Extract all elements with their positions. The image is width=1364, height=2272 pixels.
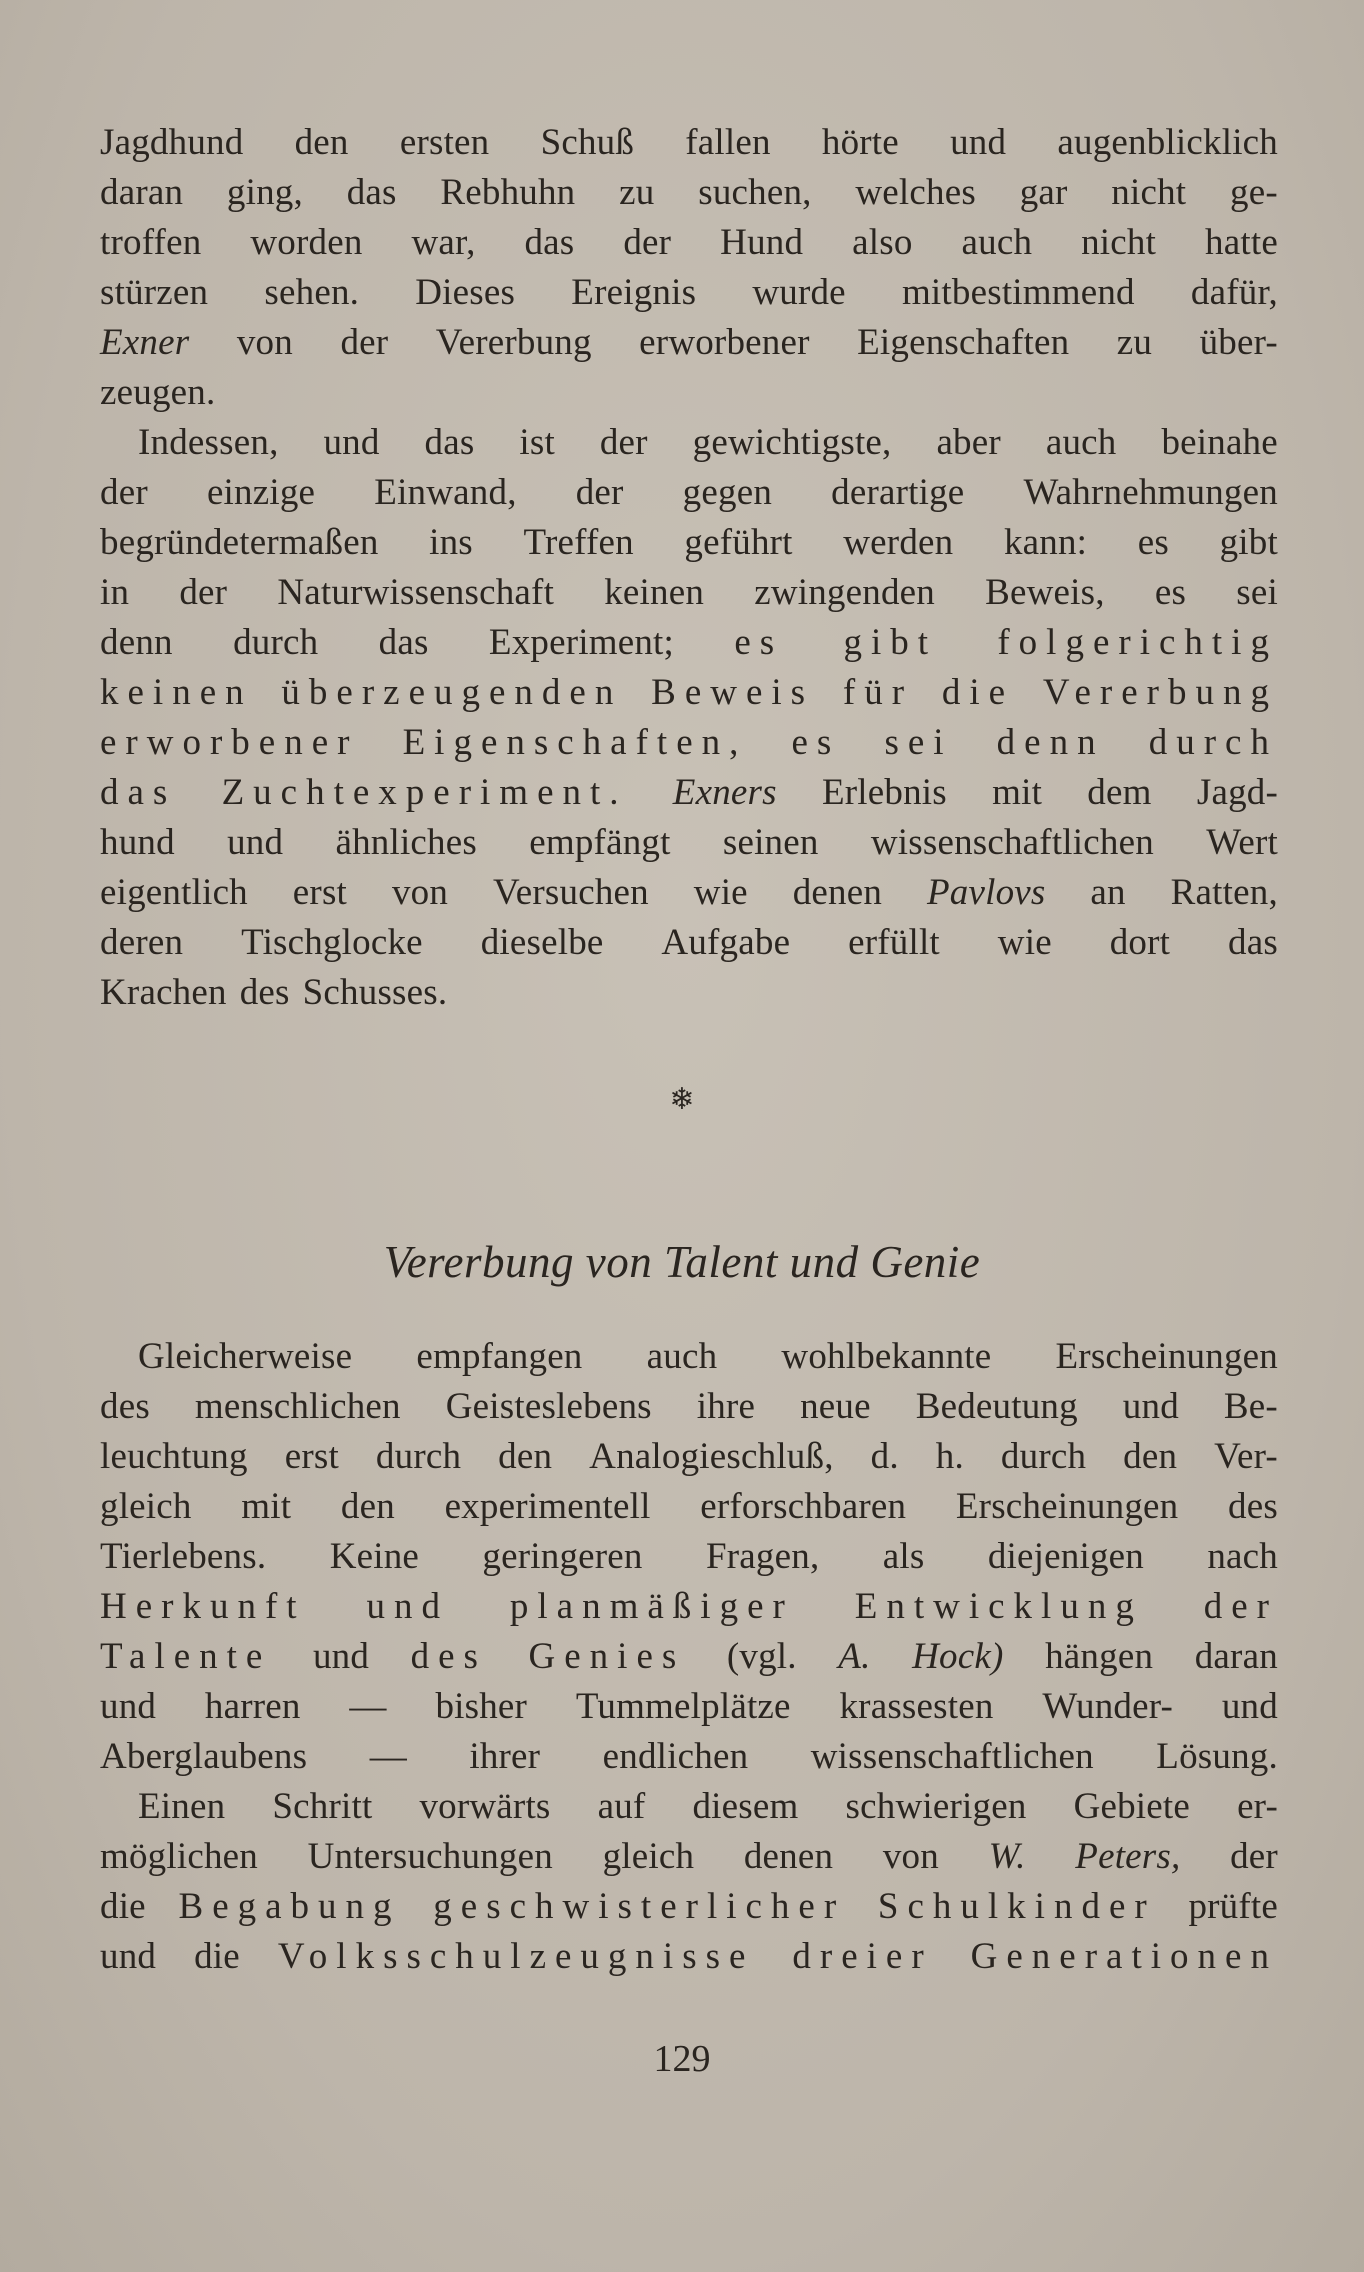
- text-segment: der: [623, 222, 672, 263]
- text-segment: überzeugenden: [281, 672, 623, 713]
- text-line: [100, 1682, 1278, 1732]
- text-line: [100, 568, 1278, 618]
- text-segment: auch: [646, 1336, 718, 1377]
- text-segment: diejenigen: [987, 1536, 1144, 1577]
- text-segment: Vererbung: [1042, 672, 1278, 713]
- text-segment: Krachen: [100, 972, 227, 1013]
- text-line: [100, 768, 1278, 818]
- text-segment: Exners: [672, 772, 777, 813]
- text-segment: h.: [935, 1436, 964, 1477]
- text-segment: den: [1123, 1436, 1178, 1477]
- text-segment: zwingenden: [754, 572, 935, 613]
- text-segment: derartige: [831, 472, 965, 513]
- text-segment: Erscheinungen: [1055, 1336, 1278, 1377]
- upper-text-block: [100, 118, 1278, 1018]
- text-segment: Analogieschluß,: [589, 1436, 834, 1477]
- text-segment: Be-: [1223, 1386, 1278, 1427]
- text-segment: fallen: [685, 122, 771, 163]
- text-line: [100, 1882, 1278, 1932]
- text-segment: erst: [284, 1436, 339, 1477]
- text-segment: prüfte: [1188, 1886, 1278, 1927]
- text-segment: vorwärts: [419, 1786, 551, 1827]
- text-segment: wissenschaftlichen: [810, 1736, 1094, 1777]
- text-segment: denn: [996, 722, 1105, 763]
- text-segment: über-: [1199, 322, 1278, 363]
- text-segment: harren: [204, 1686, 301, 1727]
- text-segment: schwierigen: [845, 1786, 1027, 1827]
- text-segment: der: [575, 472, 624, 513]
- text-line: [100, 1332, 1278, 1382]
- text-segment: für: [842, 672, 914, 713]
- text-segment: Pavlovs: [926, 872, 1046, 913]
- text-segment: das: [100, 772, 177, 813]
- text-line: [100, 618, 1278, 668]
- text-line: [100, 1432, 1278, 1482]
- text-segment: denn: [100, 622, 173, 663]
- text-segment: das: [378, 622, 429, 663]
- text-segment: daran: [100, 172, 184, 213]
- text-segment: den: [340, 1486, 395, 1527]
- text-segment: endlichen: [602, 1736, 749, 1777]
- text-line: [100, 418, 1278, 468]
- text-segment: und: [1221, 1686, 1278, 1727]
- text-line: [100, 1732, 1278, 1782]
- text-segment: Indessen,: [138, 422, 279, 463]
- text-segment: W.: [988, 1836, 1026, 1877]
- text-segment: der: [599, 422, 648, 463]
- text-segment: Genies: [528, 1636, 686, 1677]
- text-segment: diesem: [692, 1786, 799, 1827]
- text-segment: Aufgabe: [661, 922, 791, 963]
- text-segment: erworbener: [639, 322, 810, 363]
- text-segment: der: [1203, 1586, 1278, 1627]
- text-segment: keinen: [604, 572, 705, 613]
- text-segment: Geisteslebens: [445, 1386, 652, 1427]
- text-segment: gewichtigste,: [692, 422, 892, 463]
- text-segment: empfängt: [529, 822, 671, 863]
- text-segment: dafür,: [1190, 272, 1278, 313]
- text-line: [100, 918, 1278, 968]
- text-line: [100, 118, 1278, 168]
- text-line: [100, 368, 1278, 418]
- text-segment: Beweis,: [985, 572, 1105, 613]
- text-segment: das: [346, 172, 397, 213]
- text-segment: wohlbekannte: [781, 1336, 992, 1377]
- text-segment: Exner: [100, 322, 190, 363]
- text-segment: auf: [597, 1786, 646, 1827]
- text-segment: auch: [1045, 422, 1117, 463]
- text-segment: Talente: [100, 1636, 272, 1677]
- text-segment: die: [100, 1886, 146, 1927]
- text-segment: und: [100, 1686, 157, 1727]
- text-segment: war,: [411, 222, 476, 263]
- text-segment: Keine: [329, 1536, 420, 1577]
- text-segment: Tischglocke: [241, 922, 423, 963]
- text-segment: Tierlebens.: [100, 1536, 267, 1577]
- text-segment: der: [179, 572, 228, 613]
- text-segment: Versuchen: [492, 872, 649, 913]
- text-segment: ihrer: [469, 1736, 541, 1777]
- text-segment: geführt: [684, 522, 793, 563]
- text-segment: den: [294, 122, 349, 163]
- text-segment: nicht: [1111, 172, 1187, 213]
- text-segment: wie: [997, 922, 1052, 963]
- text-line: [100, 468, 1278, 518]
- text-segment: Naturwissenschaft: [277, 572, 555, 613]
- text-line: [100, 1782, 1278, 1832]
- text-segment: mit: [992, 772, 1043, 813]
- text-segment: Schuß: [540, 122, 635, 163]
- text-segment: hund: [100, 822, 175, 863]
- text-segment: Hund: [720, 222, 804, 263]
- text-segment: Lösung.: [1156, 1736, 1278, 1777]
- text-segment: werden: [843, 522, 954, 563]
- text-segment: leuchtung: [100, 1436, 248, 1477]
- text-line: [100, 868, 1278, 918]
- text-segment: als: [882, 1536, 925, 1577]
- text-segment: Schusses.: [302, 972, 448, 1013]
- text-segment: Gleicherweise: [138, 1336, 353, 1377]
- text-segment: suchen,: [698, 172, 812, 213]
- text-line: [100, 718, 1278, 768]
- text-segment: dreier: [792, 1936, 933, 1977]
- text-segment: daran: [1194, 1636, 1278, 1677]
- text-line: [100, 818, 1278, 868]
- text-segment: des: [239, 972, 290, 1013]
- text-segment: der: [340, 322, 389, 363]
- text-segment: troffen: [100, 222, 202, 263]
- text-segment: Wahrnehmungen: [1023, 472, 1278, 513]
- text-segment: er-: [1237, 1786, 1278, 1827]
- text-segment: —: [369, 1736, 407, 1777]
- text-segment: Treffen: [523, 522, 634, 563]
- text-segment: erforschbaren: [700, 1486, 907, 1527]
- text-segment: möglichen: [100, 1836, 258, 1877]
- text-segment: und: [1122, 1386, 1179, 1427]
- text-segment: das: [1228, 922, 1278, 963]
- text-segment: —: [349, 1686, 387, 1727]
- text-segment: deren: [100, 922, 184, 963]
- text-segment: das: [424, 422, 475, 463]
- text-segment: Tummelplätze: [575, 1686, 791, 1727]
- text-line: [100, 1582, 1278, 1632]
- text-segment: geschwisterlicher: [433, 1886, 846, 1927]
- text-segment: dieselbe: [480, 922, 604, 963]
- text-segment: nach: [1207, 1536, 1278, 1577]
- text-segment: Fragen,: [706, 1536, 820, 1577]
- text-segment: gleich: [100, 1486, 192, 1527]
- text-segment: ist: [519, 422, 555, 463]
- text-segment: gibt: [1219, 522, 1278, 563]
- text-segment: ge-: [1230, 172, 1278, 213]
- text-segment: mitbestimmend: [901, 272, 1135, 313]
- text-segment: das: [524, 222, 575, 263]
- text-segment: durch: [233, 622, 319, 663]
- text-segment: es: [734, 622, 784, 663]
- text-segment: ähnliches: [335, 822, 477, 863]
- text-segment: und: [366, 1586, 449, 1627]
- text-segment: wie: [693, 872, 748, 913]
- text-segment: Rebhuhn: [440, 172, 576, 213]
- text-segment: ging,: [226, 172, 303, 213]
- text-line: [100, 318, 1278, 368]
- text-segment: ins: [429, 522, 473, 563]
- text-segment: in: [100, 572, 130, 613]
- text-line: [100, 668, 1278, 718]
- text-segment: Schritt: [272, 1786, 373, 1827]
- text-segment: krassesten: [839, 1686, 994, 1727]
- text-segment: planmäßiger: [509, 1586, 794, 1627]
- text-segment: Jagdhund: [100, 122, 244, 163]
- text-segment: und: [100, 1936, 157, 1977]
- text-segment: erfüllt: [848, 922, 940, 963]
- text-segment: sei: [1236, 572, 1278, 613]
- text-segment: wurde: [752, 272, 846, 313]
- text-segment: erworbener: [100, 722, 359, 763]
- text-segment: Hock): [912, 1636, 1004, 1677]
- text-segment: keinen: [100, 672, 253, 713]
- text-line: [100, 1482, 1278, 1532]
- text-line: [100, 518, 1278, 568]
- page-number: 129: [653, 2038, 711, 2080]
- text-segment: es: [1154, 572, 1187, 613]
- text-segment: Aberglaubens: [100, 1736, 308, 1777]
- text-segment: stürzen: [100, 272, 209, 313]
- text-segment: Eigenschaften: [857, 322, 1070, 363]
- text-segment: den: [498, 1436, 553, 1477]
- text-line: [100, 968, 1278, 1018]
- text-segment: gibt: [843, 622, 938, 663]
- text-segment: Beweis: [651, 672, 815, 713]
- text-segment: der: [1230, 1836, 1278, 1877]
- text-segment: dem: [1087, 772, 1152, 813]
- text-segment: gegen: [682, 472, 773, 513]
- text-segment: kann:: [1003, 522, 1088, 563]
- text-segment: Untersuchungen: [307, 1836, 553, 1877]
- text-segment: Volksschulzeugnisse: [277, 1936, 755, 1977]
- text-segment: sehen.: [264, 272, 360, 313]
- text-segment: und: [323, 422, 380, 463]
- text-segment: hängen: [1045, 1636, 1154, 1677]
- text-segment: beinahe: [1161, 422, 1278, 463]
- text-segment: dort: [1109, 922, 1171, 963]
- text-segment: Einen: [138, 1786, 226, 1827]
- text-segment: wissenschaftlichen: [870, 822, 1154, 863]
- text-line: [100, 1932, 1278, 1982]
- text-segment: sei: [884, 722, 953, 763]
- text-segment: und: [227, 822, 284, 863]
- text-segment: einzige: [206, 472, 316, 513]
- text-segment: Experiment;: [488, 622, 674, 663]
- text-segment: von: [236, 322, 293, 363]
- text-line: [100, 1832, 1278, 1882]
- text-segment: neue: [800, 1386, 871, 1427]
- text-segment: d.: [870, 1436, 899, 1477]
- text-line: [100, 168, 1278, 218]
- text-segment: Jagd-: [1196, 772, 1278, 813]
- text-segment: denen: [792, 872, 883, 913]
- text-segment: Generationen: [970, 1936, 1278, 1977]
- text-segment: Ver-: [1214, 1436, 1278, 1477]
- text-segment: seinen: [722, 822, 819, 863]
- text-segment: experimentell: [444, 1486, 651, 1527]
- text-segment: an: [1090, 872, 1126, 913]
- text-segment: eigentlich: [100, 872, 248, 913]
- text-segment: also: [852, 222, 913, 263]
- text-line: [100, 1632, 1278, 1682]
- text-segment: des: [100, 1386, 150, 1427]
- text-segment: geringeren: [482, 1536, 643, 1577]
- text-segment: aber: [936, 422, 1001, 463]
- text-segment: Entwicklung: [854, 1586, 1143, 1627]
- text-segment: bisher: [435, 1686, 528, 1727]
- text-segment: durch: [1148, 722, 1278, 763]
- text-segment: menschlichen: [194, 1386, 401, 1427]
- text-segment: begründetermaßen: [100, 522, 379, 563]
- text-segment: Wunder-: [1042, 1686, 1174, 1727]
- text-segment: augenblicklich: [1057, 122, 1278, 163]
- text-segment: Herkunft: [100, 1586, 306, 1627]
- text-segment: folgerichtig: [997, 622, 1278, 663]
- section-separator: ❄: [669, 1083, 695, 1116]
- text-segment: Dieses: [415, 272, 516, 313]
- text-segment: es: [791, 722, 841, 763]
- text-segment: und: [950, 122, 1007, 163]
- text-segment: hörte: [821, 122, 899, 163]
- text-segment: Wert: [1206, 822, 1278, 863]
- text-segment: des: [1228, 1486, 1278, 1527]
- text-segment: zu: [1116, 322, 1153, 363]
- text-line: [100, 1382, 1278, 1432]
- text-segment: Ereignis: [571, 272, 697, 313]
- text-segment: Einwand,: [374, 472, 517, 513]
- text-segment: die: [194, 1936, 240, 1977]
- text-segment: Begabung: [178, 1886, 401, 1927]
- section-heading: Vererbung von Talent und Genie: [383, 1237, 981, 1287]
- text-segment: Peters,: [1075, 1836, 1181, 1877]
- text-segment: Zuchtexperiment.: [221, 772, 628, 813]
- text-segment: gar: [1019, 172, 1068, 213]
- text-segment: Vererbung: [435, 322, 592, 363]
- lower-text-block: [100, 1332, 1278, 1982]
- text-segment: (vgl.: [726, 1636, 797, 1677]
- text-segment: erst: [292, 872, 348, 913]
- text-line: [100, 218, 1278, 268]
- text-segment: Erlebnis: [821, 772, 947, 813]
- text-segment: es: [1137, 522, 1169, 563]
- text-segment: Bedeutung: [915, 1386, 1078, 1427]
- text-segment: zeugen.: [100, 372, 216, 413]
- text-segment: mit: [241, 1486, 292, 1527]
- text-segment: der: [100, 472, 148, 513]
- text-segment: Ratten,: [1170, 872, 1278, 913]
- text-segment: Schulkinder: [877, 1886, 1156, 1927]
- text-segment: auch: [961, 222, 1033, 263]
- text-segment: welches: [855, 172, 976, 213]
- text-segment: A.: [838, 1636, 871, 1677]
- text-segment: hatte: [1205, 222, 1278, 263]
- text-segment: zu: [619, 172, 655, 213]
- text-segment: von: [882, 1836, 939, 1877]
- text-segment: nicht: [1081, 222, 1157, 263]
- text-segment: durch: [375, 1436, 462, 1477]
- text-segment: Eigenschaften,: [402, 722, 748, 763]
- text-segment: Gebiete: [1073, 1786, 1191, 1827]
- text-segment: des: [410, 1636, 487, 1677]
- text-segment: denen: [743, 1836, 834, 1877]
- text-segment: durch: [1000, 1436, 1087, 1477]
- text-segment: ersten: [399, 122, 490, 163]
- text-segment: und: [312, 1636, 370, 1677]
- text-segment: worden: [250, 222, 363, 263]
- text-segment: von: [391, 872, 449, 913]
- text-segment: Erscheinungen: [955, 1486, 1179, 1527]
- text-segment: die: [941, 672, 1015, 713]
- text-line: [100, 1532, 1278, 1582]
- text-segment: gleich: [602, 1836, 695, 1877]
- text-segment: ihre: [696, 1386, 756, 1427]
- text-segment: empfangen: [416, 1336, 583, 1377]
- text-line: [100, 268, 1278, 318]
